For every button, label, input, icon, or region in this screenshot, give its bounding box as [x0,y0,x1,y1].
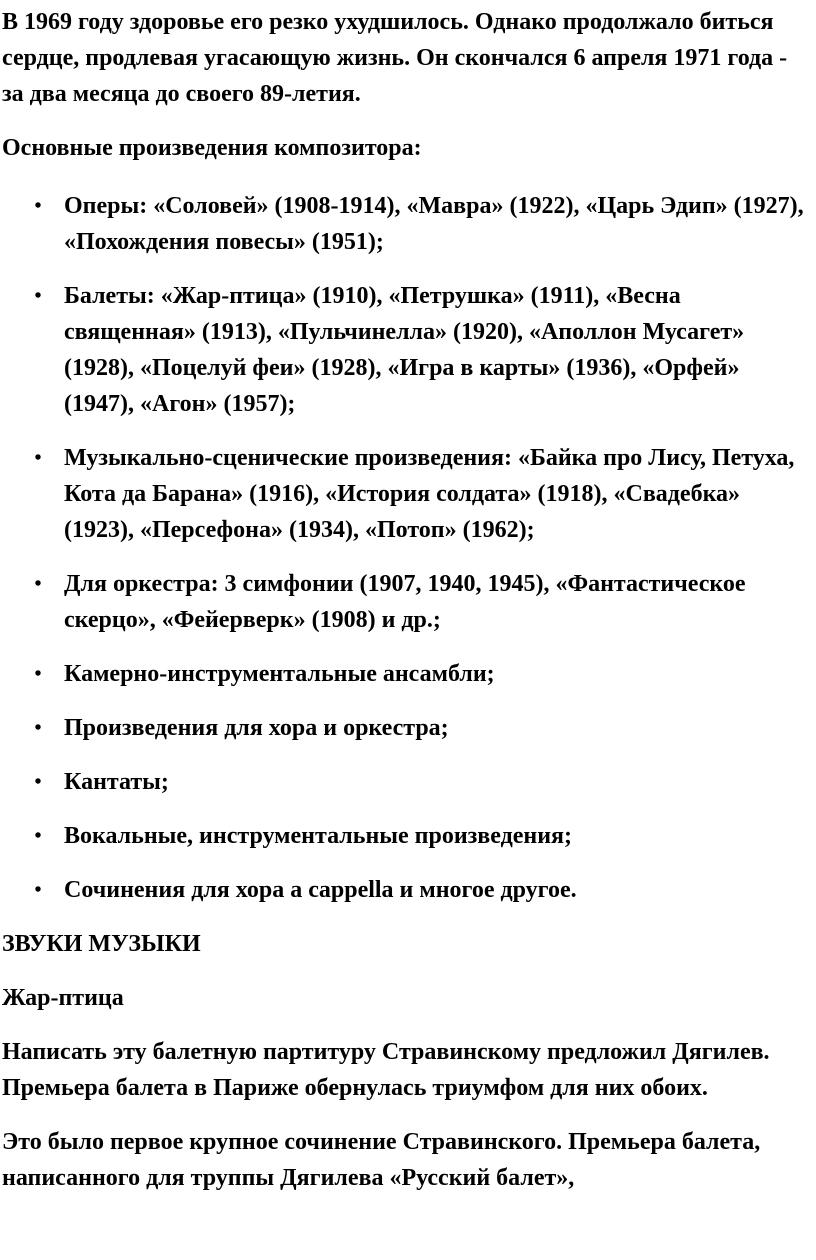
list-item-text: Балеты: «Жар-птица» (1910), «Петрушка» (1911), «Весна священная» (1913), «Пульчинелла» (1920), «Аполлон Мусагет» (1928), «Поцелуй феи» (1928), «Игра в карты» (1936), «Орфей» (1947), «Агон» (1957); [64,283,745,417]
bullet-icon: • [34,447,42,469]
bullet-icon: • [34,717,42,739]
list-item-text: Кантаты; [64,769,169,795]
bullet-icon: • [34,825,42,847]
bullet-icon: • [34,663,42,685]
list-item [2,278,808,422]
list-item-text: Сочинения для хора a cappella и многое другое. [64,877,577,903]
list-item-text: Для оркестра: 3 симфонии (1907, 1940, 1945), «Фантастическое скерцо», «Фейерверк» (1908) и др.; [64,571,746,633]
list-item-text: Оперы: «Соловей» (1908-1914), «Мавра» (1922), «Царь Эдип» (1927), «Похождения повесы» (1951); [64,193,804,255]
intro-paragraph: В 1969 году здоровье его резко ухудшилось. Однако продолжало биться сердце, продлевая угасающую жизнь. Он скончался 6 апреля 1971 года - за два месяца до своего 89-летия. [2,9,788,107]
list-item [2,764,808,800]
list-item-text: Камерно-инструментальные ансамбли; [64,661,495,687]
bullet-icon: • [34,573,42,595]
list-item [2,872,808,908]
list-item [2,818,808,854]
list-item [2,188,808,260]
body-paragraph: Это было первое крупное сочинение Стравинского. Премьера балета, написанного для труппы Дягилева «Русский балет», [2,1129,761,1191]
bullet-icon: • [34,771,42,793]
list-item-text: Произведения для хора и оркестра; [64,715,449,741]
works-heading: Основные произведения композитора: [2,135,422,161]
bullet-icon: • [34,285,42,307]
bullet-icon: • [34,879,42,901]
list-item-text: Вокальные, инструментальные произведения; [64,823,573,849]
list-item-text: Музыкально-сценические произведения: «Байка про Лису, Петуха, Кота да Барана» (1916), «История солдата» (1918), «Свадебка» (1923), «Персефона» (1934), «Потоп» (1962); [64,445,795,543]
list-item [2,656,808,692]
list-item [2,440,808,548]
section-title: ЗВУКИ МУЗЫКИ [2,931,201,957]
body-paragraph: Написать эту балетную партитуру Стравинскому предложил Дягилев. Премьера балета в Париже обернулась триумфом для них обоих. [2,1039,770,1101]
piece-title: Жар-птица [2,985,124,1011]
list-item [2,566,808,638]
works-list [2,188,808,908]
list-item [2,710,808,746]
bullet-icon: • [34,195,42,217]
